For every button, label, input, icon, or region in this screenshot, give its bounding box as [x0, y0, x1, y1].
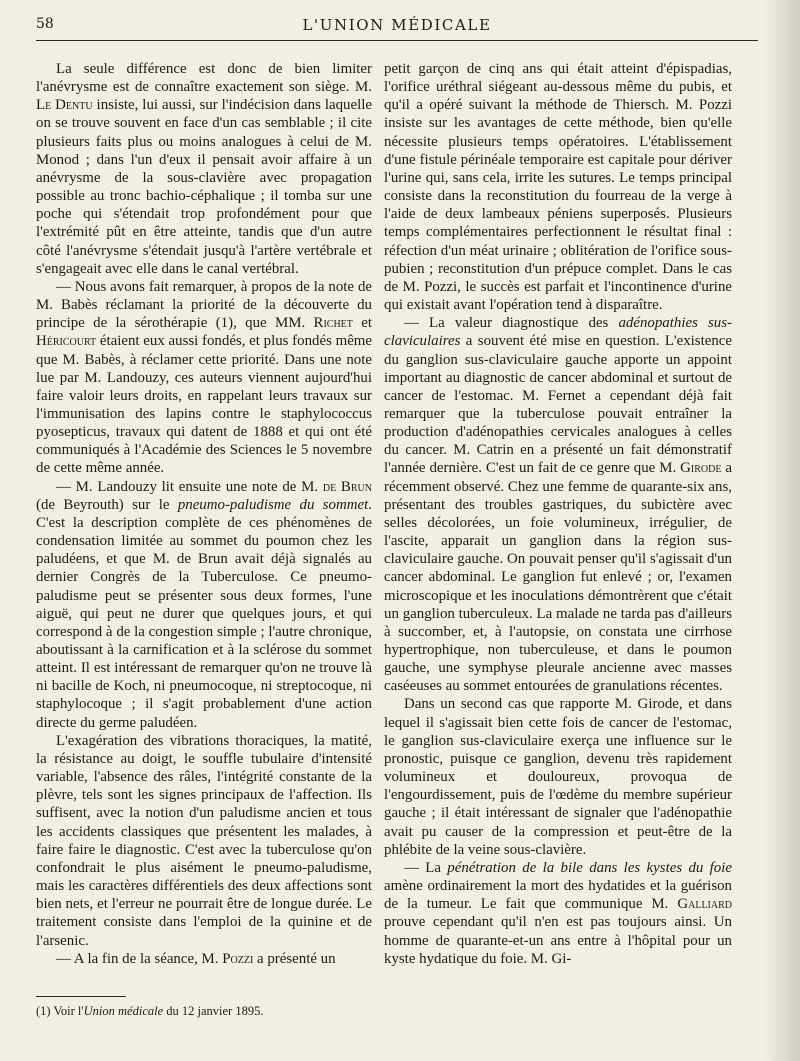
- topic-title: pneumo-paludisme du sommet: [177, 496, 369, 513]
- page-number: 58: [36, 16, 54, 32]
- paragraph: — M. Landouzy lit ensuite une note de M. de Brun (de Beyrouth) sur le pneumo-paludisme du sommet. C'est la description complète de ces phénomènes de condensation limitée au sommet du poumon chez les paludéens, et que M. de Brun avait déjà signalés au dernier Congrès de la Tuberculose. Ce pneumo-paludisme peut se présenter sous deux formes, l'une aiguë, qui peut ne durer que quelques jours, et qui correspond à de la congestion simple ; l'autre chronique, aboutissant à la carnification et à la sclérose du sommet atteint. Il est intéressant de remarquer qu'on ne trouve là ni bacille de Koch, ni pneumocoque, ni streptocoque, ni staphylocoque ; il s'agit probablement d'une action directe du germe paludéen.: [36, 478, 372, 731]
- paragraph: L'exagération des vibrations thoraciques, la matité, la résistance au doigt, le souffle tubulaire d'intensité variable, l'absence des râles, l'intégrité constante de la plèvre, tels sont les signes principaux de l'affection. Ils suffisent, avec la notion d'un paludisme ancien et tous les accidents classiques que présentent les malades, à faire faire le diagnostic. C'est avec la tuberculose qu'on confondrait le plus aisément le pneumo-paludisme, mais les caractères différentiels des deux affections sont bien nets, et l'erreur ne pourrait être de longue durée. Le traitement consiste dans l'emploi de la quinine et de l'arsenic.: [36, 732, 372, 949]
- author-name: Le Dentu: [36, 97, 93, 114]
- journal-reference: Union médicale: [83, 1004, 164, 1018]
- page-edge-shadow: [764, 0, 800, 1061]
- author-name: de Brun: [322, 478, 372, 495]
- paragraph: petit garçon de cinq ans qui était atteint d'épispadias, l'orifice uréthral siégeant au-dessous même du pubis, et qu'il a opéré suivant la méthode de Thiersch. M. Pozzi insiste sur les avantages de cette méthode, bien qu'elle nécessite plusieurs temps opératoires. L'établissement d'une fistule périnéale temporaire est capitale pour dériver l'urine qui, sans cela, irrite les sutures. Le temps principal consiste dans la reconstitution du fourreau de la verge à l'aide de deux lambeaux péniens superposés. Plusieurs temps complémentaires perfectionnent le résultat final : réfection d'un méat urinaire ; oblitération de l'orifice sous-pubien ; reconstitution d'un prépuce complet. Dans le cas de M. Pozzi, le succès est parfait et l'incontinence d'urine qui existait avant l'opération tend à disparaître.: [384, 61, 732, 314]
- author-name: Richet: [313, 315, 353, 332]
- paragraph: La seule différence est donc de bien limiter l'anévrysme est de connaître exactement son siège. M. Le Dentu insiste, lui aussi, sur l'indécision dans laquelle on se trouve souvent en face d'un cas semblable ; il cite plusieurs faits plus ou moins analogues à celui de M. Monod ; dans l'un d'eux il pensait avoir affaire à un anévrysme de la sous-clavière avec propagation possible au tronc bachio-céphalique ; il tomba sur une poche qui s'étendait trop profondément pour que l'extrémité pût en être atteinte, tandis que d'un autre côté l'anévrysme s'étendait jusqu'à l'artère vertébrale et s'engageait avec elle dans le canal vertébral.: [36, 61, 372, 277]
- author-name: Galliard: [677, 896, 732, 913]
- topic-title: adénopathies sus-claviculaires: [384, 315, 733, 350]
- footnote: (1) Voir l'Union médicale du 12 janvier 1895.: [36, 1004, 264, 1018]
- journal-title: L'UNION MÉDICALE: [302, 16, 492, 34]
- paragraph: — A la fin de la séance, M. Pozzi a présenté un: [56, 950, 336, 967]
- running-header: [36, 14, 758, 41]
- author-name: Girode: [680, 460, 722, 477]
- left-column: [36, 60, 372, 968]
- right-column: [384, 60, 732, 968]
- footnote-rule: [36, 996, 126, 997]
- paragraph: — La pénétration de la bile dans les kystes du foie amène ordinairement la mort des hydatides et la guérison de la tumeur. Le fait que communique M. Galliard prouve cependant qu'il n'en est pas toujours ainsi. Un homme de quarante-et-un ans entre à l'hôpital pour un kyste hydatique du foie. M. Gi-: [384, 859, 732, 967]
- author-name: Pozzi: [222, 950, 254, 967]
- paragraph: — La valeur diagnostique des adénopathies sus-claviculaires a souvent été mise en question. L'existence du ganglion sus-claviculaire gauche apporte un appoint important au diagnostic de cancer abdominal et surtout de cancer de l'estomac. M. Fernet a cependant déjà fait remarquer que la tuberculose pouvait entraîner la production d'adénopathies cervicales analogues à celles du cancer. M. Catrin en a présenté un fait démonstratif l'année dernière. C'est un fait de ce genre que M. Girode a récemment observé. Chez une femme de quarante-six ans, présentant des troubles gastriques, du subictère avec selles décolorées, un foie volumineux, irrégulier, de l'ascite, apparait un ganglion dans la région sus-claviculaire gauche. On pouvait penser qu'il s'agissait d'un cancer abdominal. Le ganglion fut enlevé ; or, l'examen microscopique et les inoculations démontrèrent que c'était un ganglion tuberculeux. La malade ne tarda pas d'ailleurs à succomber, et, à l'autopsie, on constata une cirrhose hypertrophique, non tuberculeuse, et dans le poumon gauche, une symphyse pleurale ancienne avec masses caséeuses au sommet entourées de granulations récentes.: [384, 315, 733, 695]
- author-name: Héricourt: [36, 333, 97, 350]
- paragraph: Dans un second cas que rapporte M. Girode, et dans lequel il s'agissait bien cette fois de cancer de l'estomac, le ganglion sus-claviculaire exerça une influence sur le pronostic, puisque ce ganglion, devenu très rapidement volumineux et douloureux, provoqua de l'engourdissement, puis de l'œdème du membre supérieur gauche ; il était intéressant de signaler que l'adénopathie avait pu causer de la compression et peut-être de la phlébite de la veine sous-clavière.: [384, 696, 732, 858]
- paragraph: — Nous avons fait remarquer, à propos de la note de M. Babès réclamant la priorité de la découverte du principe de la sérothérapie (1), que MM. Richet et Héricourt étaient eux aussi fondés, et plus fondés même que M. Babès, à réclamer cette priorité. Dans une note lue par M. Landouzy, ces auteurs viennent aujourd'hui faire valoir leurs droits, en rappelant leurs travaux sur l'immunisation des lapins contre le staphylococcus pyosepticus, travaux qui datent de 1888 et qui ont été communiqués à l'Académie des Sciences le 5 novembre de cette même année.: [36, 278, 372, 477]
- topic-title: pénétration de la bile dans les kystes du foie: [447, 859, 732, 876]
